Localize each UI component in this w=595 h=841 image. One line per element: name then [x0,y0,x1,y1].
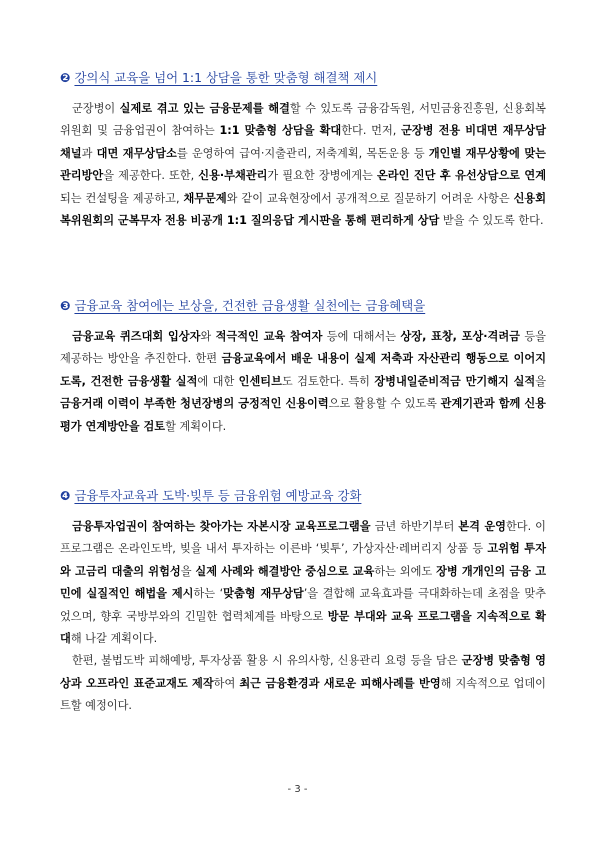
emphasized-text: 1:1 맞춤형 상담을 확대 [219,124,342,138]
body-text: 과 [81,146,97,160]
emphasized-text: 인센티브 [238,374,282,388]
body-text: 해 나갈 계획이다. [70,632,158,646]
body-text: 을 제공한다. 또한, [103,169,199,183]
section-3-title: 금융교육 참여에는 보상을, 건전한 금융생활 실천에는 금융혜택을 [74,298,426,313]
body-text: 와 [200,330,216,343]
emphasized-text: 장병내일준비적금 만기해지 실적 [374,374,536,388]
section-4-number: ❹ [60,488,71,503]
emphasized-text: 채무문제 [183,191,227,205]
emphasized-text: 상장, 표창, 포상·격려금 [400,330,520,343]
section-2 [60,70,546,232]
emphasized-text: 금융거래 이력이 부족한 청년장병의 긍정적인 신용이력 [60,397,329,411]
emphasized-text: 신용회복위원회의 군복무자 전용 비공개 1:1 질의응답 게시판을 통해 편리하게 상담 [60,191,547,228]
section-3 [60,298,546,438]
emphasized-text: 적극적인 교육 참여자 [215,330,323,343]
emphasized-text: 군장병 전용 비대면 재무상담 채널 [60,124,546,160]
emphasized-text: 고위험 투자와 고금리 대출의 위험성 [60,542,546,578]
emphasized-text: 개인별 재무상황에 맞는 관리방안 [60,146,546,183]
section-3-paragraph [60,326,546,438]
section-2-number: ❷ [60,70,71,85]
emphasized-text: 대면 재무상담소 [96,146,177,160]
section-2-heading [60,70,546,86]
section-2-paragraph [60,98,546,232]
body-text: 를 운영하여 급여·지출관리, 저축계획, 목돈운용 등 [176,146,429,160]
emphasized-text: 방문 부대와 교육 프로그램을 지속적으로 확대 [60,609,546,646]
emphasized-text: 금융투자업권이 참여하는 찾아가는 자본시장 교육프로그램을 [72,520,371,533]
emphasized-text: 금융교육 퀴즈대회 입상자 [72,330,201,343]
body-text: 되는 컨설팅을 제공하고, [60,191,184,205]
body-text: 할 계획이다. [165,419,227,433]
body-text: 을 [180,564,196,578]
body-text: 하는 ‘ [193,587,224,601]
body-text: 한다. 먼저, [341,124,402,138]
emphasized-text: 최근 금융환경과 새로운 피해사례를 반영 [239,676,441,690]
section-4 [60,488,546,718]
emphasized-text: 금융교육에서 배운 내용이 실제 저축과 자산관리 행동으로 이어지도록, 건전한 금융생활 실적 [60,352,547,388]
emphasized-text: 군장병 맞춤형 영상과 오프라인 표준교재도 제작 [60,654,546,690]
body-text: 할 수 있도록 금융감독원, 서민금융진흥원, 신용회복위원회 및 금융업권이 참여하는 [60,102,546,138]
body-text: 에 대한 [197,374,239,388]
body-text: 한편, 불법도박 피해예방, 투자상품 활용 시 유의사항, 신용관리 요령 등을 담은 [72,654,462,668]
body-text: 등에 대해서는 [322,330,401,343]
page-number: - 3 - [287,784,308,795]
body-text: ’을 결합해 교육효과를 극대화하는데 초점을 맞추었으며, 향후 국방부와의 긴밀한 협력체계를 바탕으로 [60,587,546,623]
body-text: 금년 하반기부터 [370,520,459,533]
body-text: 가 필요한 장병에게는 [267,169,377,183]
emphasized-text: 본격 운영 [458,520,506,533]
section-3-heading [60,298,546,314]
emphasized-text: 맞춤형 재무상담 [223,587,304,601]
emphasized-text: 실제 사례와 해결방안 중심으로 교육 [195,564,375,578]
body-text: 하여 [213,676,240,690]
section-4-heading [60,488,546,504]
body-text: 으로 활용할 수 있도록 [328,397,441,411]
body-text: 해 지속적으로 업데이트할 예정이다. [60,676,546,713]
section-4-paragraph-2 [60,650,546,717]
body-text: 하는 외에도 [374,564,437,578]
body-text: 도 검토한다. 특히 [281,374,375,388]
body-text: 받을 수 있도록 한다. [439,214,544,228]
section-2-title: 강의식 교육을 넘어 1:1 상담을 통한 맞춤형 해결책 제시 [74,70,378,85]
body-text: 와 같이 교육현장에서 공개적으로 질문하기 어려운 사항은 [226,191,514,205]
emphasized-text: 장병 개개인의 금융 고민에 실질적인 해법을 제시 [60,564,546,601]
emphasized-text: 온라인 진단 후 유선상담으로 연계 [376,169,546,183]
emphasized-text: 관계기관과 함께 신용평가 연계방안을 검토 [60,397,546,433]
section-4-paragraph-1 [60,516,546,650]
body-text: 을 [535,374,546,388]
body-text: 군장병이 [72,102,120,115]
section-3-number: ❸ [60,298,71,313]
body-text: 한다. 이 프로그램은 온라인도박, 빚을 내서 투자하는 이른바 ‘빚투’, 가상자산·레버리지 상품 등 [60,520,546,556]
section-4-title: 금융투자교육과 도박·빚투 등 금융위험 예방교육 강화 [74,488,362,503]
emphasized-text: 신용·부채관리 [198,169,268,183]
body-text: 등을 제공하는 방안을 추진한다. 한편 [60,330,546,366]
emphasized-text: 실제로 겪고 있는 금융문제를 해결 [119,102,290,115]
